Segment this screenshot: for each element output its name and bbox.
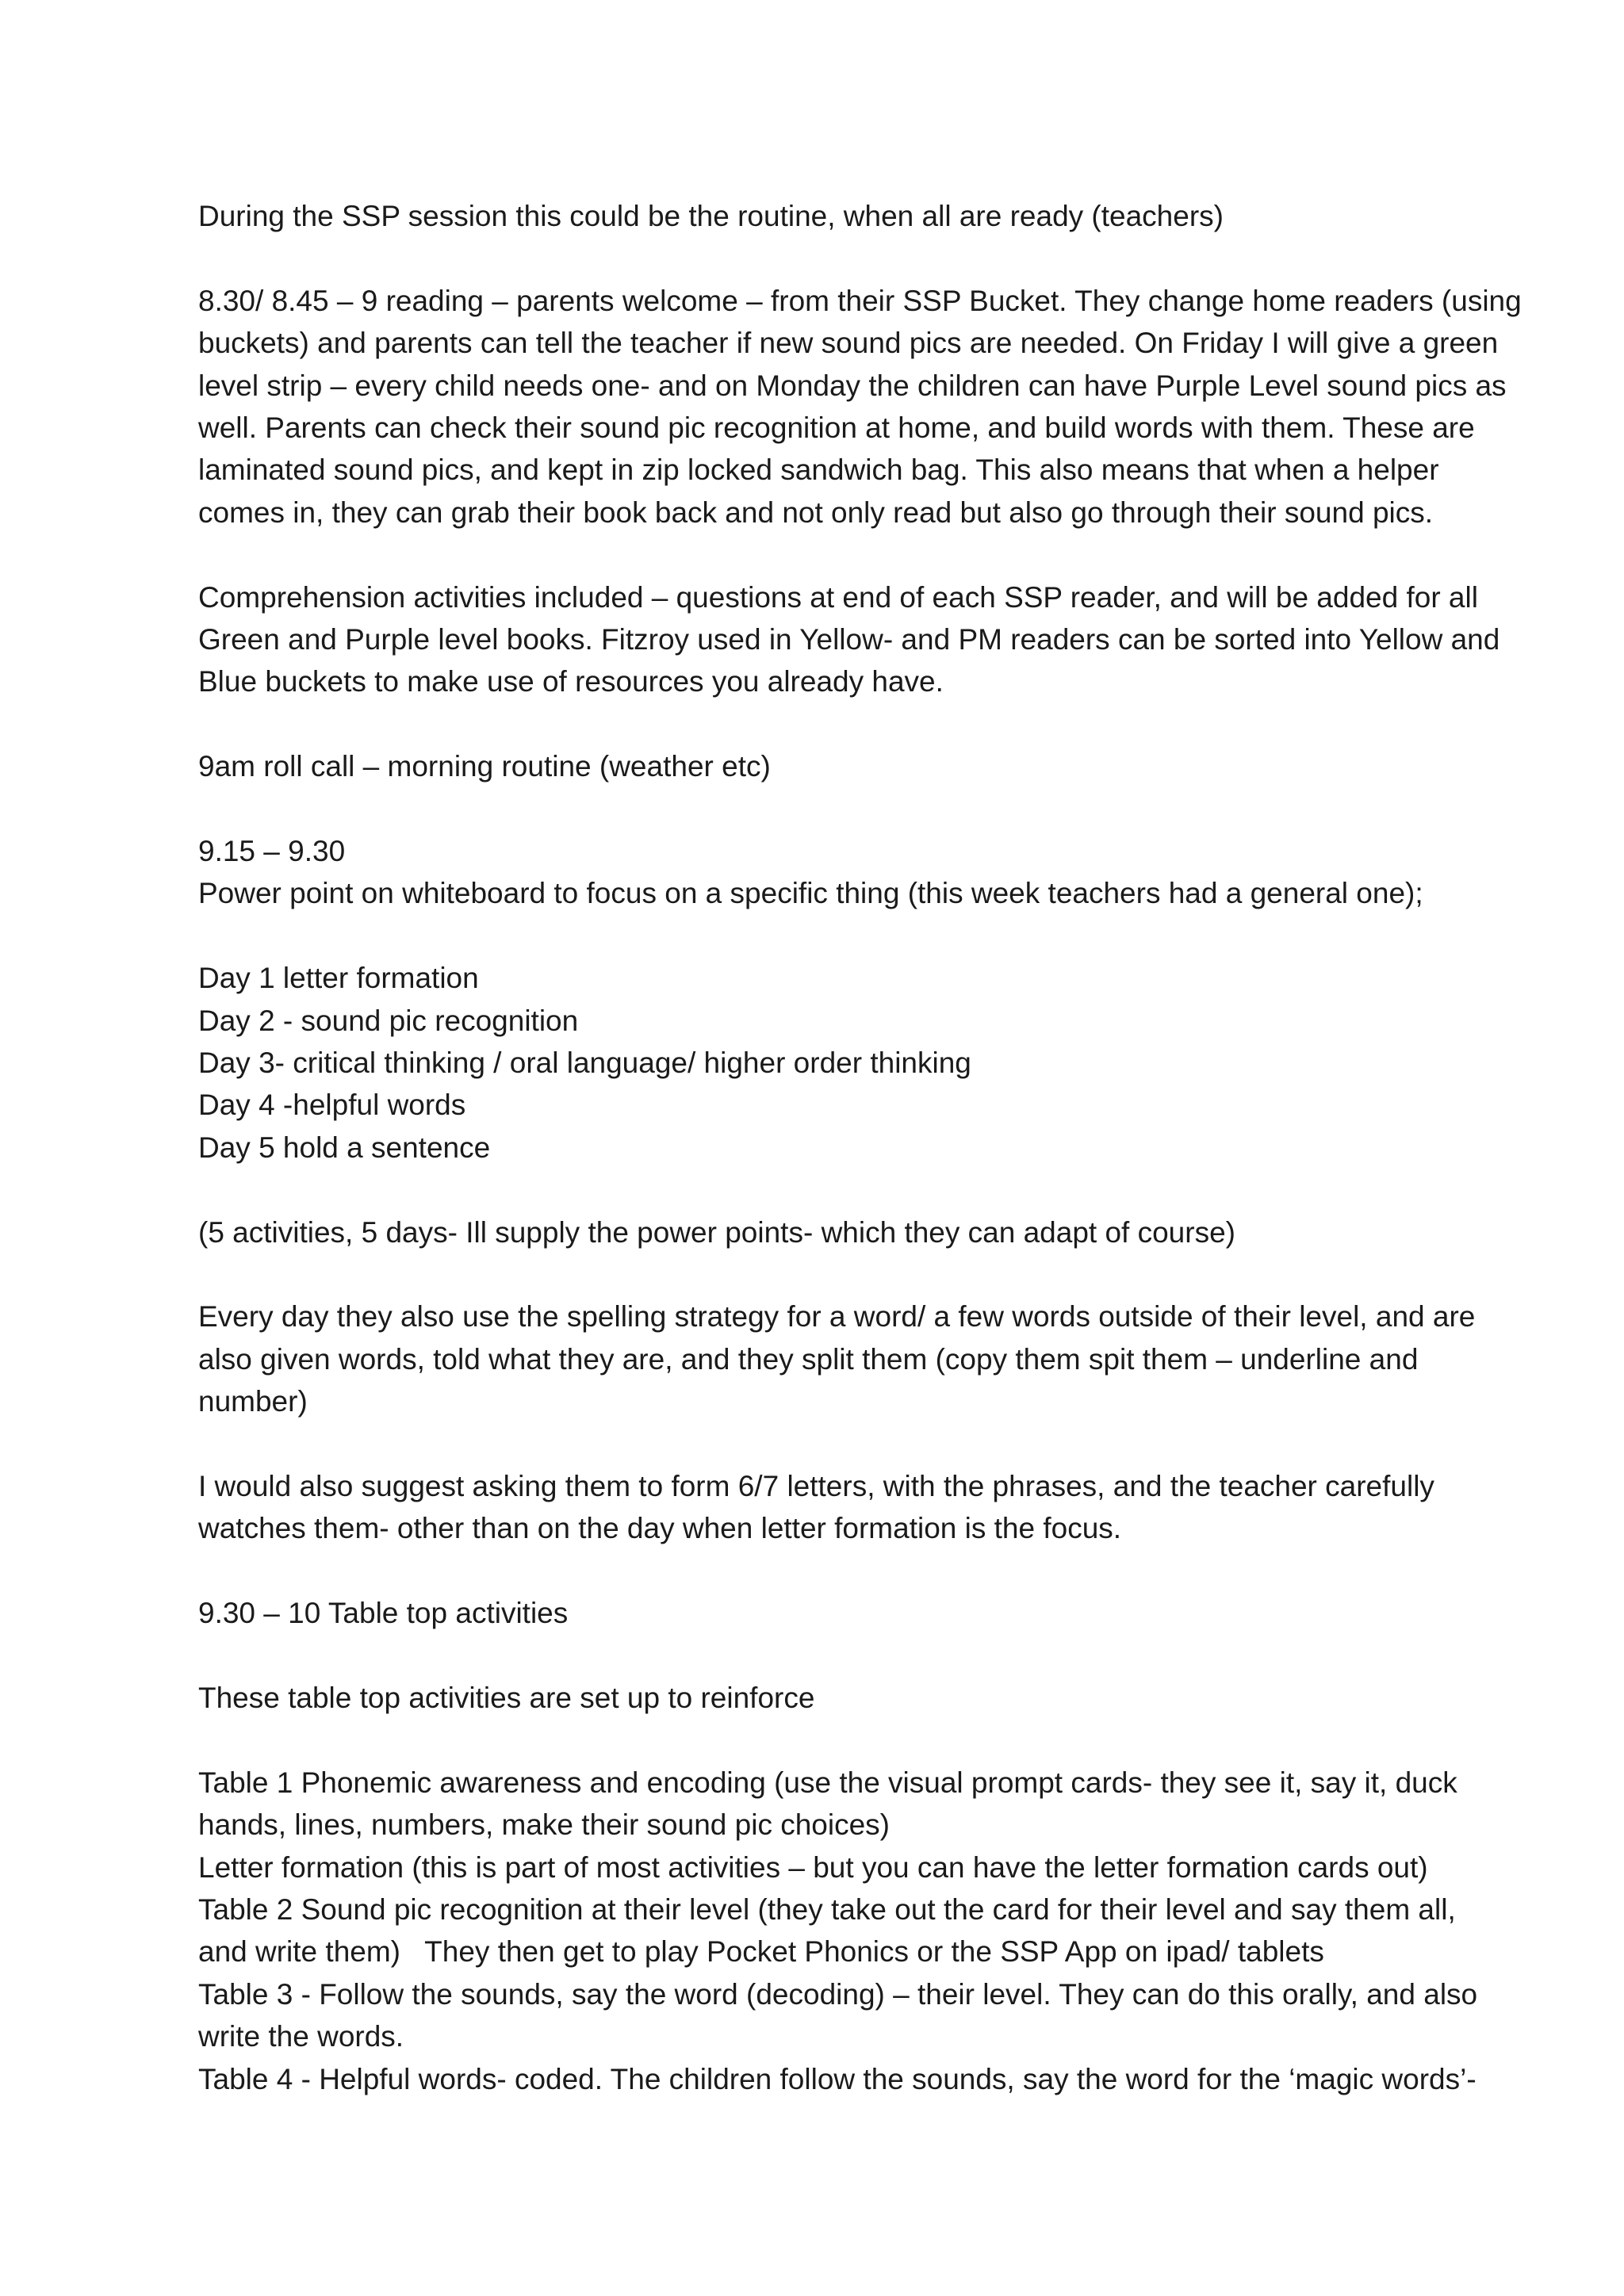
- text-line: 8.30/ 8.45 – 9 reading – parents welcome – from their SSP Bucket. They change home readers (using: [198, 284, 1522, 317]
- text-line: Table 1 Phonemic awareness and encoding (use the visual prompt cards- they see it, say it, duck: [198, 1766, 1457, 1799]
- text-line: 9am roll call – morning routine (weather etc): [198, 750, 771, 783]
- paragraph: [198, 957, 1443, 1169]
- text-line: Day 2 - sound pic recognition: [198, 1004, 579, 1037]
- text-line: hands, lines, numbers, make their sound pic choices): [198, 1808, 890, 1842]
- text-line: Table 3 - Follow the sounds, say the word (decoding) – their level. They can do this orally, and also: [198, 1977, 1478, 2011]
- text-line: Day 3- critical thinking / oral language/ higher order thinking: [198, 1047, 971, 1080]
- text-line: Table 2 Sound pic recognition at their level (they take out the card for their level and say them all,: [198, 1893, 1456, 1927]
- text-line: 9.30 – 10 Table top activities: [198, 1597, 569, 1630]
- text-line: Comprehension activities included – questions at end of each SSP reader, and will be added for all: [198, 580, 1478, 614]
- text-line: Letter formation (this is part of most activities – but you can have the letter formation cards out): [198, 1850, 1428, 1884]
- text-line: Every day they also use the spelling strategy for a word/ a few words outside of their level, and are: [198, 1300, 1476, 1334]
- text-line: During the SSP session this could be the routine, when all are ready (teachers): [198, 200, 1224, 232]
- paragraph: [198, 1677, 1443, 1719]
- text-line: and write them) They then get to play Pocket Phonics or the SSP App on ipad/ tablets: [198, 1935, 1324, 1969]
- text-line: also given words, told what they are, and they split them (copy them spit them – underline and: [198, 1342, 1419, 1376]
- text-line: level strip – every child needs one- and on Monday the children can have Purple Level sound pics as: [198, 369, 1507, 402]
- text-line: 9.15 – 9.30: [198, 835, 346, 868]
- text-line: Blue buckets to make use of resources you already have.: [198, 665, 944, 698]
- text-line: buckets) and parents can tell the teacher if new sound pics are needed. On Friday I will give a green: [198, 327, 1499, 360]
- paragraph: [198, 576, 1500, 703]
- text-line: (5 activities, 5 days- Ill supply the power points- which they can adapt of course): [198, 1215, 1235, 1249]
- text-line: Day 4 -helpful words: [198, 1089, 466, 1122]
- paragraph: [198, 1592, 1443, 1634]
- text-line: Table 4 - Helpful words- coded. The children follow the sounds, say the word for the ‘magic words’-: [198, 2062, 1477, 2095]
- paragraph: [198, 280, 1522, 534]
- text-line: number): [198, 1385, 308, 1418]
- paragraph: [198, 1762, 1478, 2100]
- text-line: These table top activities are set up to reinforce: [198, 1682, 815, 1715]
- paragraph: [198, 745, 1443, 787]
- text-line: well. Parents can check their sound pic recognition at home, and build words with them. These are: [198, 411, 1475, 445]
- text-line: Green and Purple level books. Fitzroy used in Yellow- and PM readers can be sorted into Yellow and: [198, 623, 1500, 656]
- paragraph: [198, 1465, 1443, 1550]
- text-line: Power point on whiteboard to focus on a specific thing (this week teachers had a general one);: [198, 877, 1423, 910]
- text-line: Day 5 hold a sentence: [198, 1131, 491, 1164]
- text-line: Day 1 letter formation: [198, 962, 479, 995]
- paragraph: [198, 830, 1443, 915]
- paragraph: [198, 195, 1443, 237]
- paragraph: [198, 1295, 1476, 1422]
- text-line: comes in, they can grab their book back and not only read but also go through their sound pics.: [198, 496, 1434, 529]
- text-line: I would also suggest asking them to form 6/7 letters, with the phrases, and the teacher carefully: [198, 1470, 1434, 1503]
- text-line: watches them- other than on the day when letter formation is the focus.: [198, 1512, 1122, 1545]
- text-line: laminated sound pics, and kept in zip locked sandwich bag. This also means that when a helper: [198, 453, 1439, 487]
- text-line: write the words.: [198, 2020, 404, 2053]
- document-body: [198, 195, 1522, 2100]
- paragraph: [198, 1211, 1443, 1253]
